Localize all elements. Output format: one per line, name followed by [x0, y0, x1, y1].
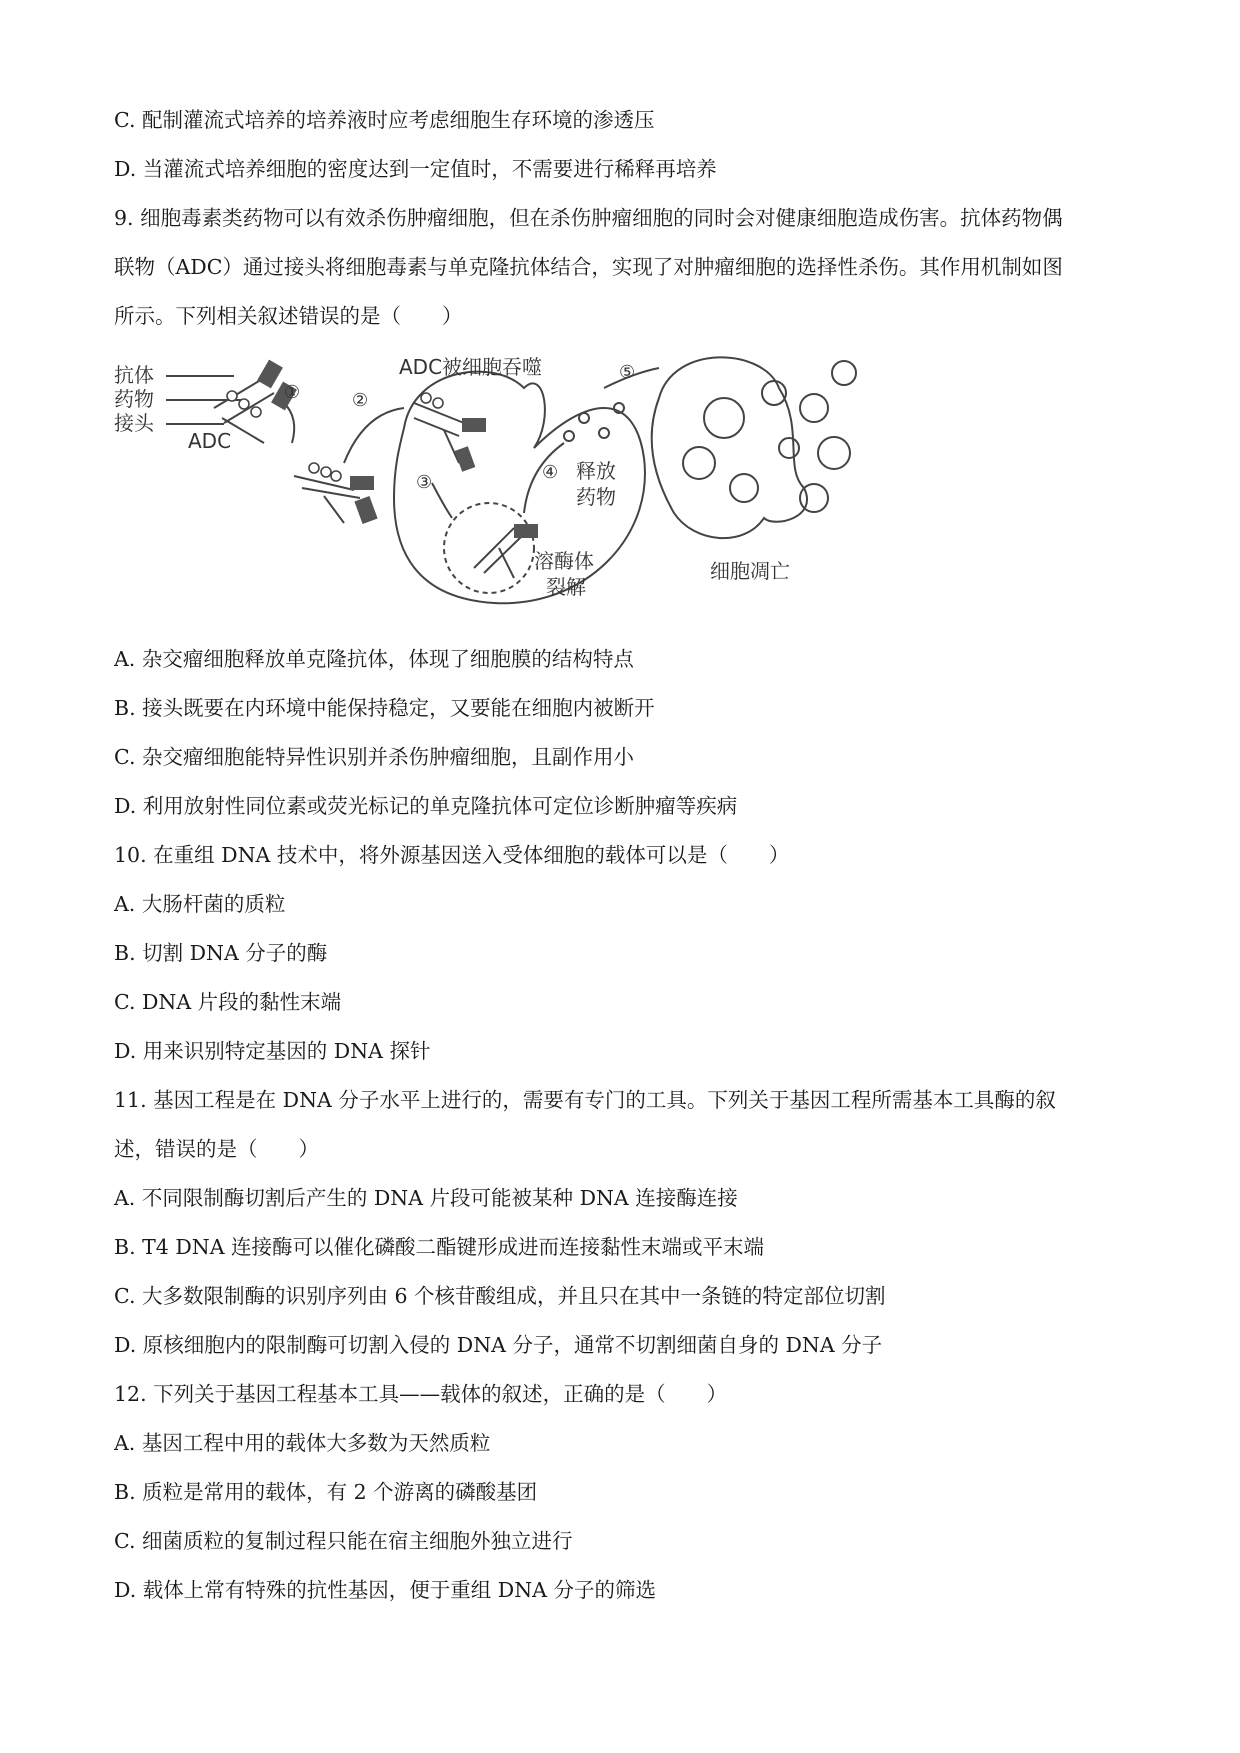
q12-option-b: B. 质粒是常用的载体，有 2 个游离的磷酸基团: [114, 1480, 538, 1504]
q9-option-a: A. 杂交瘤细胞释放单克隆抗体，体现了细胞膜的结构特点: [114, 647, 634, 671]
q9-option-d: D. 利用放射性同位素或荧光标记的单克隆抗体可定位诊断肿瘤等疾病: [114, 794, 738, 818]
question-11-line-1: 11. 基因工程是在 DNA 分子水平上进行的，需要有专门的工具。下列关于基因工程所需基本工具酶的叙: [114, 1088, 1056, 1112]
label-drug: 药物: [114, 387, 154, 411]
q9-option-b: B. 接头既要在内环境中能保持稳定，又要能在细胞内被断开: [114, 696, 655, 720]
label-release-2: 药物: [576, 485, 616, 509]
label-lysosome-1: 溶酶体: [534, 549, 594, 573]
question-11-line-2: 述，错误的是（ ）: [114, 1137, 319, 1161]
q12-option-d: D. 载体上常有特殊的抗性基因，便于重组 DNA 分子的筛选: [114, 1578, 656, 1602]
q10-option-b: B. 切割 DNA 分子的酶: [114, 941, 328, 965]
step-2: ②: [352, 390, 369, 411]
question-12: 12. 下列关于基因工程基本工具——载体的叙述，正确的是（ ）: [114, 1382, 728, 1406]
label-apoptosis: 细胞凋亡: [710, 559, 790, 583]
label-release-1: 释放: [576, 459, 616, 483]
q9-option-c: C. 杂交瘤细胞能特异性识别并杀伤肿瘤细胞，且副作用小: [114, 745, 634, 769]
question-9-line-1: 9. 细胞毒素类药物可以有效杀伤肿瘤细胞，但在杀伤肿瘤细胞的同时会对健康细胞造成伤害。抗体药物偶: [114, 206, 1063, 230]
q10-option-c: C. DNA 片段的黏性末端: [114, 990, 342, 1014]
line-d-option-perfusion: D. 当灌流式培养细胞的密度达到一定值时，不需要进行稀释再培养: [114, 157, 717, 181]
q12-option-a: A. 基因工程中用的载体大多数为天然质粒: [114, 1431, 491, 1455]
label-engulf: ADC被细胞吞噬: [399, 355, 543, 379]
question-9-line-3: 所示。下列相关叙述错误的是（ ）: [114, 304, 463, 328]
q10-option-a: A. 大肠杆菌的质粒: [114, 892, 286, 916]
label-lysosome-2: 裂解: [546, 575, 586, 599]
step-1: ①: [284, 382, 301, 403]
step-3: ③: [416, 472, 433, 493]
q11-option-b: B. T4 DNA 连接酶可以催化磷酸二酯键形成进而连接黏性末端或平末端: [114, 1235, 765, 1259]
label-linker: 接头: [114, 411, 154, 435]
label-adc: ADC: [188, 429, 232, 453]
line-c-option-perfusion: C. 配制灌流式培养的培养液时应考虑细胞生存环境的渗透压: [114, 108, 655, 132]
q10-option-d: D. 用来识别特定基因的 DNA 探针: [114, 1039, 431, 1063]
question-10: 10. 在重组 DNA 技术中，将外源基因送入受体细胞的载体可以是（ ）: [114, 843, 790, 867]
label-antibody: 抗体: [114, 363, 154, 387]
q11-option-a: A. 不同限制酶切割后产生的 DNA 片段可能被某种 DNA 连接酶连接: [114, 1186, 738, 1210]
question-9-line-2: 联物（ADC）通过接头将细胞毒素与单克隆抗体结合，实现了对肿瘤细胞的选择性杀伤。其作用机制如图: [114, 255, 1063, 279]
q12-option-c: C. 细菌质粒的复制过程只能在宿主细胞外独立进行: [114, 1529, 573, 1553]
step-4: ④: [542, 462, 559, 483]
adc-mechanism-diagram: [114, 348, 874, 618]
step-5: ⑤: [619, 362, 636, 383]
q11-option-d: D. 原核细胞内的限制酶可切割入侵的 DNA 分子，通常不切割细菌自身的 DNA 分子: [114, 1333, 883, 1357]
q11-option-c: C. 大多数限制酶的识别序列由 6 个核苷酸组成，并且只在其中一条链的特定部位切割: [114, 1284, 886, 1308]
